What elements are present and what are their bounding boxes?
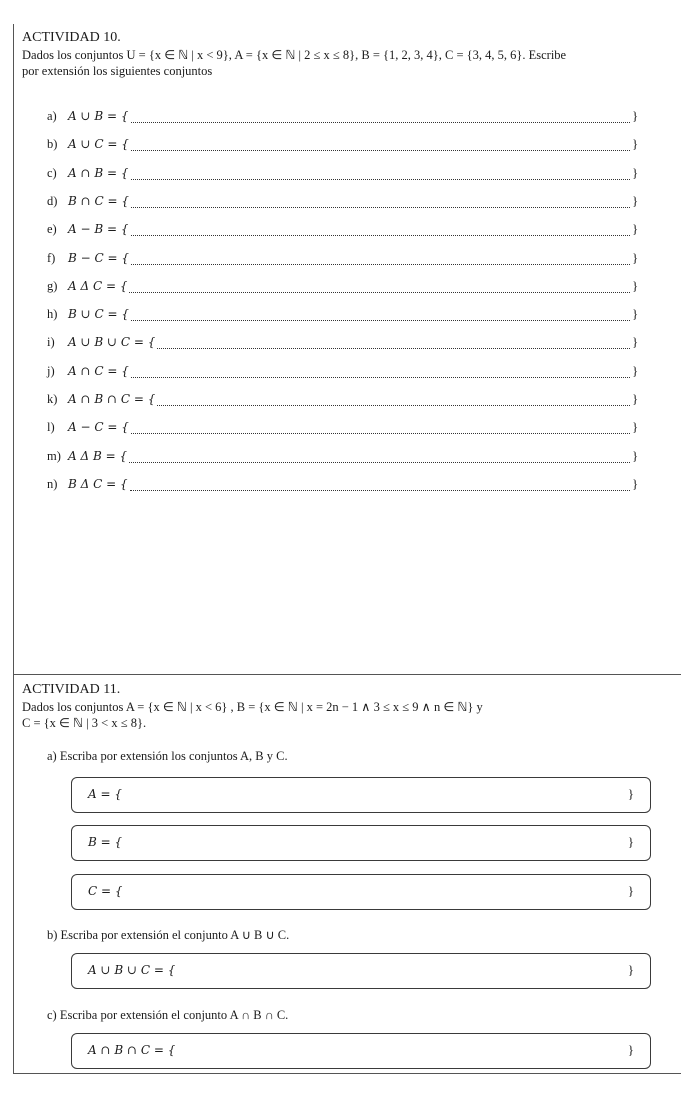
exercise-expression: A − B = { (68, 222, 129, 237)
exercise-row (0, 447, 681, 469)
answer-box-b[interactable] (71, 825, 651, 861)
answer-box-b-close: } (627, 834, 634, 849)
closing-brace: } (632, 475, 639, 491)
answer-box-union-label: A ∪ B ∪ C = { (88, 963, 176, 977)
exercise-expression: A ∪ C = { (68, 137, 129, 152)
answer-blank[interactable] (131, 320, 630, 321)
activity-10-title: ACTIVIDAD 10. (22, 30, 121, 45)
exercise-label: a) (47, 109, 57, 123)
answer-box-c-label: C = { (88, 884, 123, 898)
closing-brace: } (632, 192, 639, 208)
exercise-expression: B ∪ C = { (68, 307, 130, 322)
exercise-row (0, 305, 681, 327)
exercise-expression: B − C = { (68, 250, 130, 265)
activity-10-statement-line2: por extensión los siguientes conjuntos (22, 64, 213, 78)
exercise-row (0, 475, 681, 497)
exercise-row (0, 277, 681, 299)
answer-blank[interactable] (130, 490, 630, 491)
exercise-expression: B Δ C = { (68, 476, 128, 491)
answer-blank[interactable] (131, 207, 630, 208)
activity-11-statement-line2: C = {x ∈ ℕ | 3 < x ≤ 8}. (22, 716, 147, 730)
answer-blank[interactable] (129, 462, 630, 463)
answer-blank[interactable] (131, 150, 630, 151)
activity-10-statement-line1: Dados los conjuntos U = {x ∈ ℕ | x < 9}, A = {x ∈ ℕ | 2 ≤ x ≤ 8}, B = {1, 2, 3, 4}, C = {3, 4, 5, 6}. Escribe (22, 48, 567, 62)
answer-blank[interactable] (131, 179, 630, 180)
answer-box-a-label: A = { (88, 787, 122, 801)
exercise-row (0, 220, 681, 242)
answer-blank[interactable] (157, 348, 630, 349)
exercise-label: c) (47, 165, 57, 180)
exercise-expression: A − C = { (68, 420, 129, 435)
closing-brace: } (632, 277, 639, 293)
exercise-label: g) (47, 278, 58, 293)
exercise-row (0, 362, 681, 384)
answer-blank[interactable] (131, 122, 630, 123)
section-divider (13, 674, 681, 675)
answer-box-c[interactable] (71, 874, 651, 910)
answer-blank[interactable] (131, 264, 630, 265)
closing-brace: } (632, 221, 639, 237)
answer-box-intersection-label: A ∩ B ∩ C = { (88, 1043, 176, 1057)
answer-blank[interactable] (129, 292, 630, 293)
answer-box-union-close: } (627, 962, 634, 977)
exercise-row (0, 390, 681, 412)
exercise-expression: A Δ B = { (68, 448, 128, 463)
answer-box-b-label: B = { (88, 835, 123, 849)
exercise-expression: A ∪ B = { (68, 109, 129, 123)
exercise-expression: A Δ C = { (68, 278, 128, 293)
exercise-row (0, 107, 681, 129)
exercise-label: l) (47, 420, 55, 435)
answer-box-intersection-close: } (627, 1042, 634, 1057)
exercise-expression: A ∩ B = { (68, 165, 129, 180)
closing-brace: } (632, 249, 639, 265)
closing-brace: } (632, 447, 639, 463)
closing-brace: } (632, 164, 639, 180)
exercise-row (0, 249, 681, 271)
answer-blank[interactable] (131, 433, 630, 434)
exercise-row (0, 135, 681, 157)
question-b: b) Escriba por extensión el conjunto A ∪ B ∪ C. (47, 928, 290, 942)
activity-11-title: ACTIVIDAD 11. (22, 682, 121, 697)
exercise-label: h) (47, 307, 58, 322)
answer-box-a-close: } (627, 786, 634, 801)
closing-brace: } (632, 362, 639, 378)
exercise-label: e) (47, 222, 57, 237)
exercise-label: f) (47, 250, 56, 265)
exercise-row (0, 333, 681, 355)
exercise-label: j) (47, 363, 55, 378)
exercise-expression: A ∩ C = { (68, 363, 129, 378)
closing-brace: } (632, 136, 639, 152)
answer-box-a[interactable] (71, 777, 651, 813)
exercise-label: i) (47, 335, 55, 350)
closing-brace: } (632, 391, 639, 406)
exercise-row (0, 418, 681, 440)
exercise-label: m) (47, 448, 61, 463)
answer-blank[interactable] (131, 235, 630, 236)
answer-blank[interactable] (131, 377, 630, 378)
question-a: a) Escriba por extensión los conjuntos A, B y C. (47, 749, 288, 763)
exercise-row (0, 164, 681, 186)
exercise-label: n) (47, 476, 58, 491)
exercise-label: b) (47, 137, 58, 152)
exercise-label: k) (47, 392, 58, 406)
closing-brace: } (632, 419, 639, 435)
answer-box-intersection[interactable] (71, 1033, 651, 1069)
exercise-expression: B ∩ C = { (68, 193, 130, 208)
activity-11-statement-line1: Dados los conjuntos A = {x ∈ ℕ | x < 6} , B = {x ∈ ℕ | x = 2n − 1 ∧ 3 ≤ x ≤ 9 ∧ n ∈ ℕ} y (22, 700, 483, 714)
closing-brace: } (632, 334, 639, 350)
exercise-expression: A ∩ B ∩ C = { (68, 392, 156, 406)
answer-blank[interactable] (157, 405, 630, 406)
closing-brace: } (632, 306, 639, 322)
exercise-row (0, 192, 681, 214)
exercise-label: d) (47, 193, 58, 208)
question-c: c) Escriba por extensión el conjunto A ∩ B ∩ C. (47, 1008, 289, 1022)
answer-box-union[interactable] (71, 953, 651, 989)
exercise-expression: A ∪ B ∪ C = { (68, 335, 156, 350)
closing-brace: } (632, 108, 639, 123)
answer-box-c-close: } (627, 883, 634, 898)
